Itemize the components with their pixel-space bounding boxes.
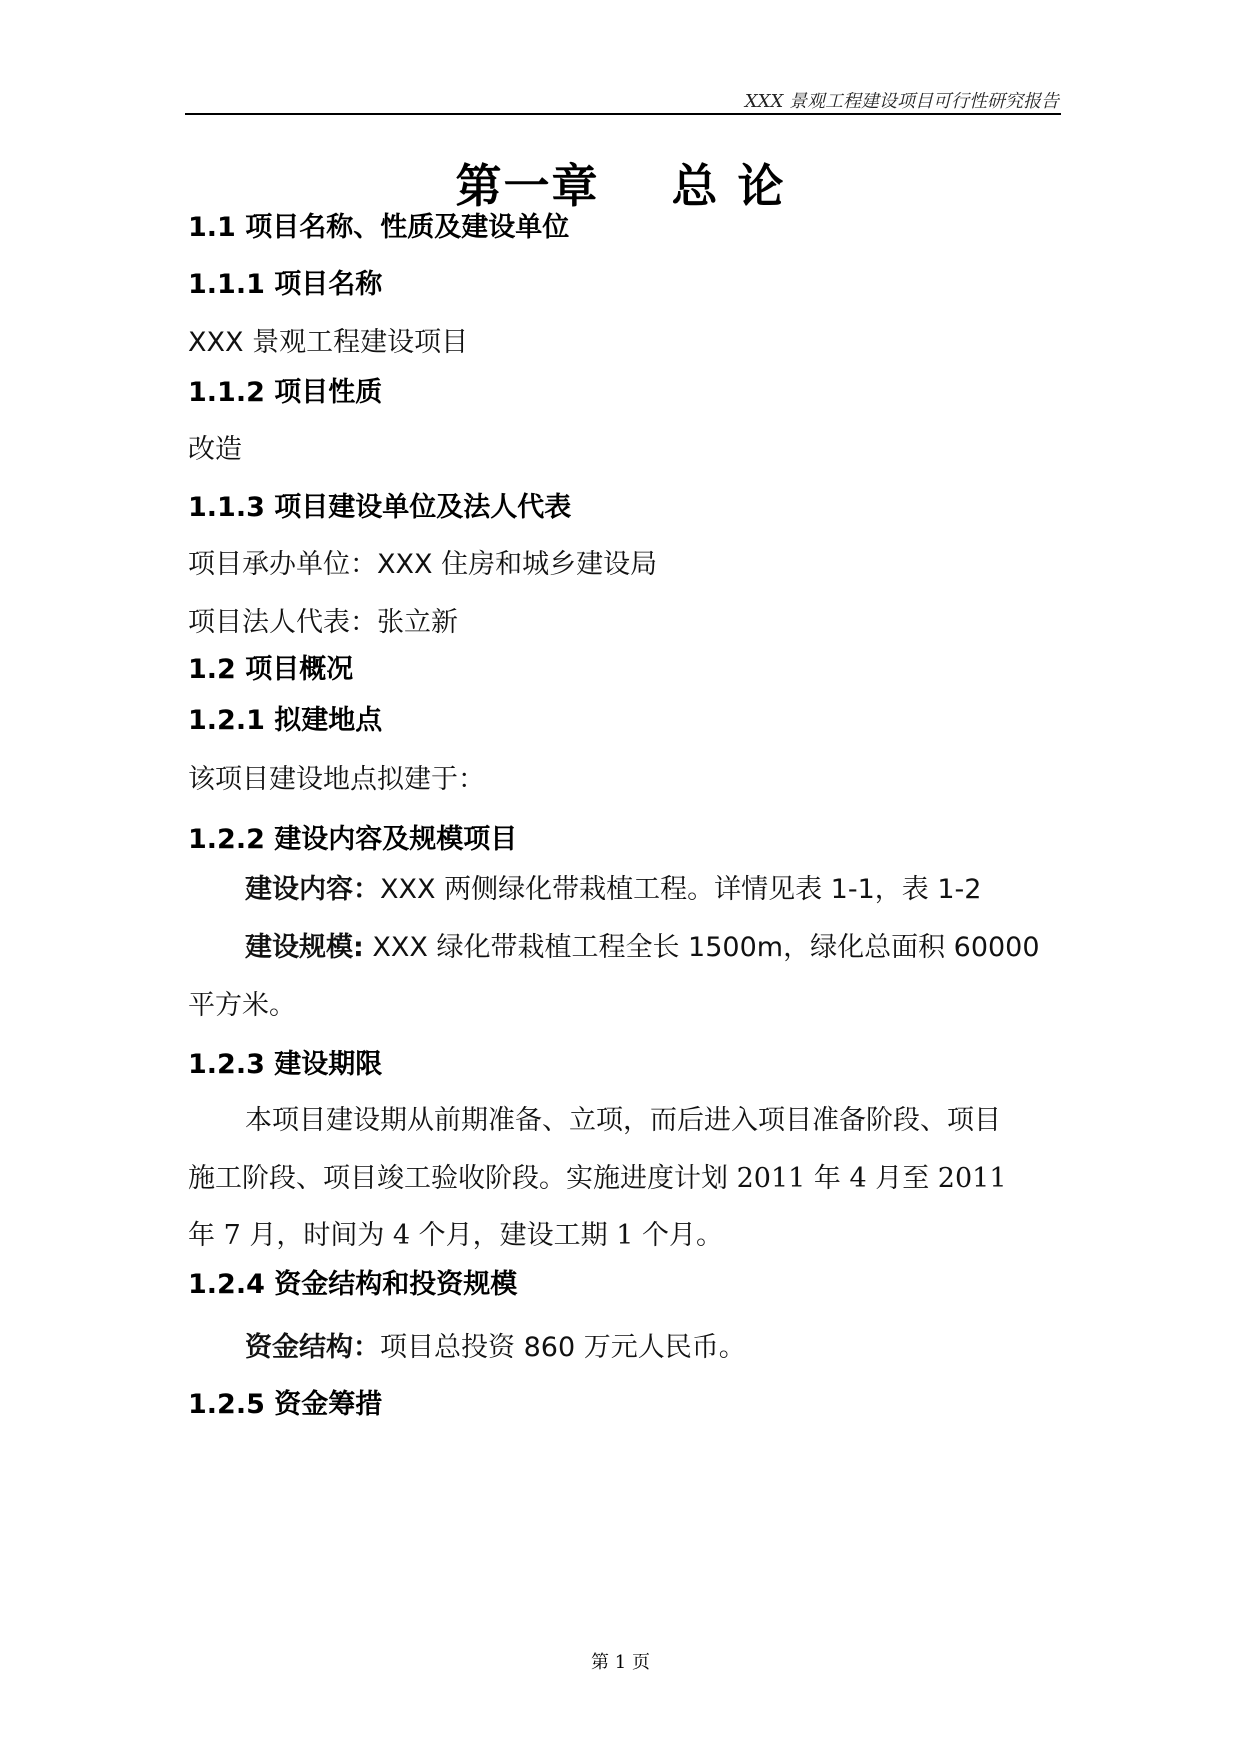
construction-scale-text: XXX 绿化带栽植工程全长 1500m，绿化总面积 60000 [363, 932, 1040, 963]
chapter-title: 第一章 总 论 [455, 159, 786, 213]
page-number: 第 1 页 [591, 1652, 650, 1673]
fund-structure-label: 资金结构： [245, 1332, 380, 1363]
period-text-line-2: 施工阶段、项目竣工验收阶段。实施进度计划 2011 年 4 月至 2011 [188, 1163, 1007, 1194]
section-heading-1-2-1: 1.2.1 拟建地点 [188, 705, 383, 736]
construction-content-label: 建设内容： [245, 874, 380, 905]
location-text: 该项目建设地点拟建于： [188, 764, 485, 795]
section-heading-1-1-1: 1.1.1 项目名称 [188, 269, 383, 300]
section-heading-1-1-2: 1.1.2 项目性质 [188, 377, 383, 408]
construction-scale-continuation: 平方米。 [188, 990, 296, 1021]
fund-structure-text: 项目总投资 860 万元人民币。 [380, 1332, 746, 1363]
page-header [185, 85, 1061, 115]
period-text-line-3: 年 7 月，时间为 4 个月，建设工期 1 个月。 [188, 1220, 724, 1251]
section-heading-1-2-4: 1.2.4 资金结构和投资规模 [188, 1269, 518, 1300]
legal-representative-text: 项目法人代表：张立新 [188, 607, 458, 638]
section-heading-1-1-3: 1.1.3 项目建设单位及法人代表 [188, 492, 572, 523]
project-nature-text: 改造 [188, 434, 242, 465]
construction-content-text: XXX 两侧绿化带栽植工程。详情见表 1-1，表 1-2 [380, 874, 982, 905]
construction-content-line [245, 867, 981, 906]
fund-structure-line [245, 1325, 746, 1364]
construction-scale-line [245, 925, 1040, 964]
project-name-text: XXX 景观工程建设项目 [188, 327, 469, 358]
construction-scale-label: 建设规模: [245, 932, 364, 963]
section-heading-1-2-2: 1.2.2 建设内容及规模项目 [188, 824, 518, 855]
section-heading-1-2-3: 1.2.3 建设期限 [188, 1049, 383, 1080]
section-heading-1-1: 1.1 项目名称、性质及建设单位 [188, 212, 570, 243]
undertaking-unit-text: 项目承办单位：XXX 住房和城乡建设局 [188, 549, 658, 580]
section-heading-1-2-5: 1.2.5 资金筹措 [188, 1389, 383, 1420]
header-title: XXX 景观工程建设项目可行性研究报告 [744, 91, 1059, 112]
period-text-line-1: 本项目建设期从前期准备、立项，而后进入项目准备阶段、项目 [245, 1105, 1001, 1136]
section-heading-1-2: 1.2 项目概况 [188, 654, 354, 685]
